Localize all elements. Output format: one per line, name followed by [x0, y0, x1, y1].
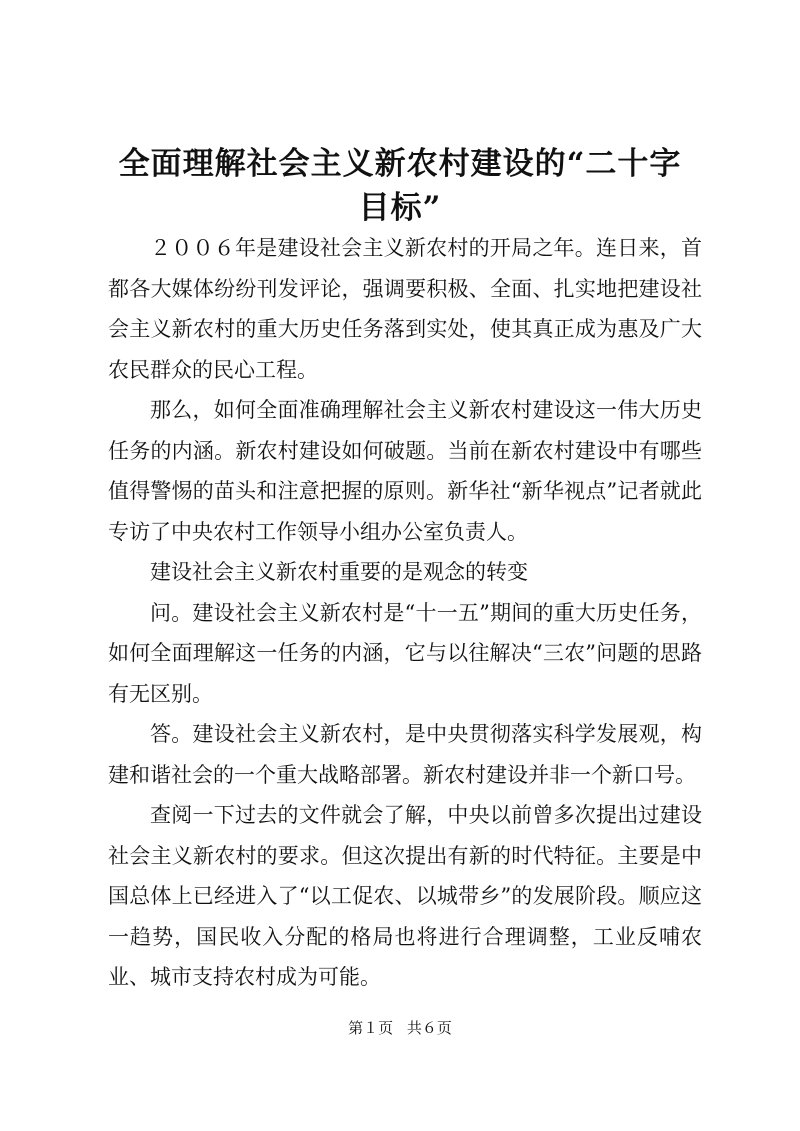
- paragraph-intro: ２００６年是建设社会主义新农村的开局之年。连日来，首都各大媒体纷纷刊发评论，强调要积极、全面、扎实地把建设社会主义新农村的重大历史任务落到实处，使其真正成为惠及广大农民群众的民心工程。: [108, 236, 702, 382]
- page-total: 共６页: [406, 1019, 452, 1037]
- page-number: 第１页: [348, 1019, 394, 1037]
- paragraph-answer-continued: 查阅一下过去的文件就会了解，中央以前曾多次提出过建设社会主义新农村的要求。但这次提出有新的时代特征。主要是中国总体上已经进入了“以工促农、以城带乡”的发展阶段。顺应这一趋势，国民收入分配的格局也将进行合理调整，工业反哺农业、城市支持农村成为可能。: [108, 803, 702, 989]
- section-heading: 建设社会主义新农村重要的是观念的转变: [150, 560, 528, 584]
- paragraph-question: 问。建设社会主义新农村是“十一五”期间的重大历史任务，如何全面理解这一任务的内涵，它与以往解决“三农”问题的思路有无区别。: [108, 600, 702, 706]
- document-body: [108, 228, 702, 998]
- paragraph-question-context: 那么，如何全面准确理解社会主义新农村建设这一伟大历史任务的内涵。新农村建设如何破题。当前在新农村建设中有哪些值得警惕的苗头和注意把握的原则。新华社“新华视点”记者就此专访了中央农村工作领导小组办公室负责人。: [108, 398, 702, 544]
- document-title: 全面理解社会主义新农村建设的“二十字目标”: [118, 146, 682, 226]
- page-footer: [0, 1018, 800, 1038]
- paragraph-answer: 答。建设社会主义新农村，是中央贯彻落实科学发展观，构建和谐社会的一个重大战略部署。新农村建设并非一个新口号。: [108, 722, 702, 787]
